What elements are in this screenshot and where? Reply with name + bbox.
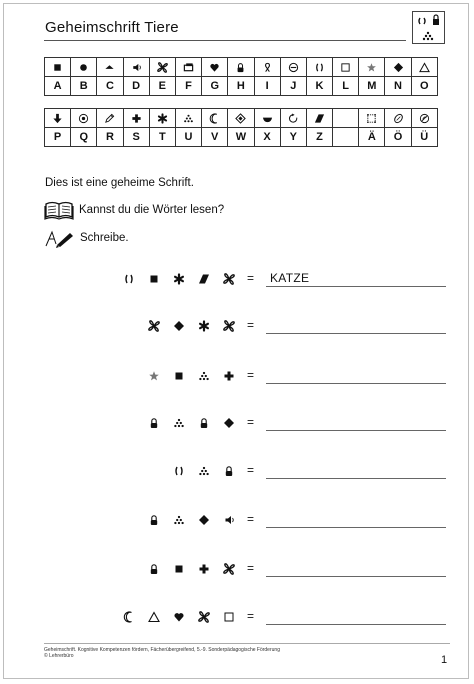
cipher-letter-cell: S (123, 128, 149, 147)
answer-line[interactable] (266, 383, 446, 384)
answer-line[interactable] (266, 286, 446, 287)
parallelogram-icon (314, 113, 325, 124)
cipher-letter-cell: Ä (359, 128, 385, 147)
pen-icon (44, 228, 74, 253)
diamond-icon (198, 514, 210, 526)
cipher-symbol-cell (411, 58, 437, 77)
cipher-symbol-cell (306, 109, 332, 128)
cipher-symbol-cell (149, 58, 175, 77)
cipher-symbol-cell (71, 109, 97, 128)
cipher-symbol-cell (149, 109, 175, 128)
equals-sign: = (247, 318, 255, 332)
cipher-symbol-cell (306, 58, 332, 77)
cipher-symbol-cell (385, 109, 411, 128)
cipher-letter-cell: O (411, 77, 437, 96)
padlock-icon (148, 514, 160, 526)
plus-icon (198, 563, 210, 575)
padlock-icon (148, 417, 160, 429)
cipher-letter-cell: C (97, 77, 123, 96)
cipher-symbol-cell (359, 109, 385, 128)
cipher-letter-cell: Y (280, 128, 306, 147)
cipher-letter-cell: N (385, 77, 411, 96)
diamond-icon (223, 417, 235, 429)
page-title: Geheimschrift Tiere (45, 19, 179, 36)
cipher-letter-cell: H (228, 77, 254, 96)
answer-line[interactable] (266, 624, 446, 625)
diamond-icon (173, 320, 185, 332)
flower-icon (223, 320, 235, 332)
flower-icon (198, 611, 210, 623)
equals-sign: = (247, 463, 255, 477)
equals-sign: = (247, 271, 255, 285)
cipher-letter-cell: K (306, 77, 332, 96)
three-dots-icon (198, 370, 210, 382)
cipher-letter-cell: Z (306, 128, 332, 147)
answer-line[interactable] (266, 333, 446, 334)
plus-icon (131, 113, 142, 124)
heart-icon (209, 62, 220, 73)
cipher-symbol-cell (411, 109, 437, 128)
asterisk-icon (198, 320, 210, 332)
heart-icon (173, 611, 185, 623)
three-dots-icon (173, 514, 185, 526)
down-arrow-icon (52, 113, 63, 124)
brackets-icon (173, 465, 185, 477)
cipher-letter-cell: V (202, 128, 228, 147)
bowl-icon (262, 113, 273, 124)
cipher-letter-cell: Q (71, 128, 97, 147)
cipher-letter-cell: F (175, 77, 201, 96)
square-icon (173, 370, 185, 382)
cipher-symbol-cell (280, 109, 306, 128)
cipher-symbol-cell (359, 58, 385, 77)
equals-sign: = (247, 415, 255, 429)
diamond-dot-icon (235, 113, 246, 124)
cipher-letter-cell: J (280, 77, 306, 96)
cipher-symbol-cell (254, 109, 280, 128)
cipher-letter-cell: L (333, 77, 359, 96)
ribbon-icon (262, 62, 273, 73)
cipher-symbol-cell (385, 58, 411, 77)
cipher-letter-cell: I (254, 77, 280, 96)
football-icon (393, 113, 404, 124)
instruction-write: Schreibe. (80, 232, 129, 244)
hollow-square-icon (340, 62, 351, 73)
flower-icon (148, 320, 160, 332)
padlock-icon (433, 15, 439, 25)
cipher-symbol-cell (45, 58, 71, 77)
intro-text: Dies ist eine geheime Schrift. (45, 177, 194, 189)
scribble-circle-icon (419, 113, 430, 124)
cipher-letter-cell: A (45, 77, 71, 96)
cipher-symbol-cell (71, 58, 97, 77)
square-icon (173, 563, 185, 575)
book-icon (44, 200, 74, 225)
square-icon (148, 273, 160, 285)
cipher-symbol-cell (97, 109, 123, 128)
cipher-symbol-cell (333, 109, 359, 128)
plus-icon (223, 370, 235, 382)
diamond-icon (393, 62, 404, 73)
dotted-square-icon (366, 113, 377, 124)
cipher-symbol-cell (333, 58, 359, 77)
brackets-icon (314, 62, 325, 73)
hollow-square-icon (223, 611, 235, 623)
brackets-icon (123, 273, 135, 285)
cipher-letter-cell: M (359, 77, 385, 96)
answer-text[interactable]: KATZE (270, 271, 310, 285)
star-icon (148, 370, 160, 382)
cipher-letter-cell: T (149, 128, 175, 147)
cipher-symbol-cell (202, 109, 228, 128)
cipher-symbol-cell (97, 58, 123, 77)
cipher-letter-cell: B (71, 77, 97, 96)
cipher-symbol-cell (175, 109, 201, 128)
cipher-letter-cell: G (202, 77, 228, 96)
hollow-triangle-icon (148, 611, 160, 623)
speaker-icon (223, 514, 235, 526)
hollow-triangle-icon (419, 62, 430, 73)
instruction-read: Kannst du die Wörter lesen? (79, 204, 225, 216)
footer-line-2: © Lehrerbüro (44, 653, 74, 659)
padlock-icon (223, 465, 235, 477)
flower-icon (223, 273, 235, 285)
cipher-letter-cell: X (254, 128, 280, 147)
triangle-dots-icon (423, 32, 433, 40)
cipher-symbol-cell (228, 58, 254, 77)
cipher-letter-cell: W (228, 128, 254, 147)
cipher-symbol-cell (45, 109, 71, 128)
cipher-letter-cell: R (97, 128, 123, 147)
equals-sign: = (247, 609, 255, 623)
equals-sign: = (247, 561, 255, 575)
footer-line-1: Geheimschrift. Kognitive Kompetenzen fördern, Fächerübergreifend, 5.-9. Sonderpädagogische Förderung (44, 647, 280, 653)
padlock-icon (148, 563, 160, 575)
padlock-icon (235, 62, 246, 73)
cipher-letter-cell: D (123, 77, 149, 96)
bullseye-icon (78, 113, 89, 124)
cipher-letter-cell: U (175, 128, 201, 147)
window-icon (183, 62, 194, 73)
asterisk-icon (157, 113, 168, 124)
bracket-pair-icon (419, 18, 425, 24)
cipher-symbol-cell (175, 58, 201, 77)
flower-icon (223, 563, 235, 575)
cipher-table-a-to-o (44, 57, 438, 96)
equals-sign: = (247, 368, 255, 382)
three-dots-icon (173, 417, 185, 429)
cipher-symbol-cell (280, 58, 306, 77)
answer-line[interactable] (266, 430, 446, 431)
cipher-letter-cell (333, 128, 359, 147)
cipher-symbol-cell (123, 58, 149, 77)
answer-line[interactable] (266, 527, 446, 528)
pencil-icon (104, 113, 115, 124)
refresh-arrow-icon (288, 113, 299, 124)
cipher-table-p-to-ue (44, 108, 438, 147)
moon-icon (209, 113, 220, 124)
logo (412, 11, 445, 44)
footer-rule (44, 643, 450, 644)
up-triangle-icon (104, 62, 115, 73)
padlock-icon (198, 417, 210, 429)
cipher-symbol-cell (228, 109, 254, 128)
cipher-symbol-cell (254, 58, 280, 77)
cipher-letter-cell: Ö (385, 128, 411, 147)
cipher-symbol-cell (202, 58, 228, 77)
parallelogram-icon (198, 273, 210, 285)
page-border (3, 3, 469, 679)
cipher-symbol-cell (123, 109, 149, 128)
speaker-icon (131, 62, 142, 73)
answer-line[interactable] (266, 478, 446, 479)
moon-icon (123, 611, 135, 623)
three-dots-icon (183, 113, 194, 124)
square-icon (52, 62, 63, 73)
cipher-letter-cell: E (149, 77, 175, 96)
flower-icon (157, 62, 168, 73)
cipher-letter-cell: Ü (411, 128, 437, 147)
asterisk-icon (173, 273, 185, 285)
cipher-letter-cell: P (45, 128, 71, 147)
circle-icon (78, 62, 89, 73)
circle-minus-icon (288, 62, 299, 73)
star-icon (366, 62, 377, 73)
footer-text (44, 647, 280, 659)
page-number: 1 (441, 654, 448, 666)
answer-line[interactable] (266, 576, 446, 577)
title-rule (44, 40, 406, 41)
equals-sign: = (247, 512, 255, 526)
three-dots-icon (198, 465, 210, 477)
